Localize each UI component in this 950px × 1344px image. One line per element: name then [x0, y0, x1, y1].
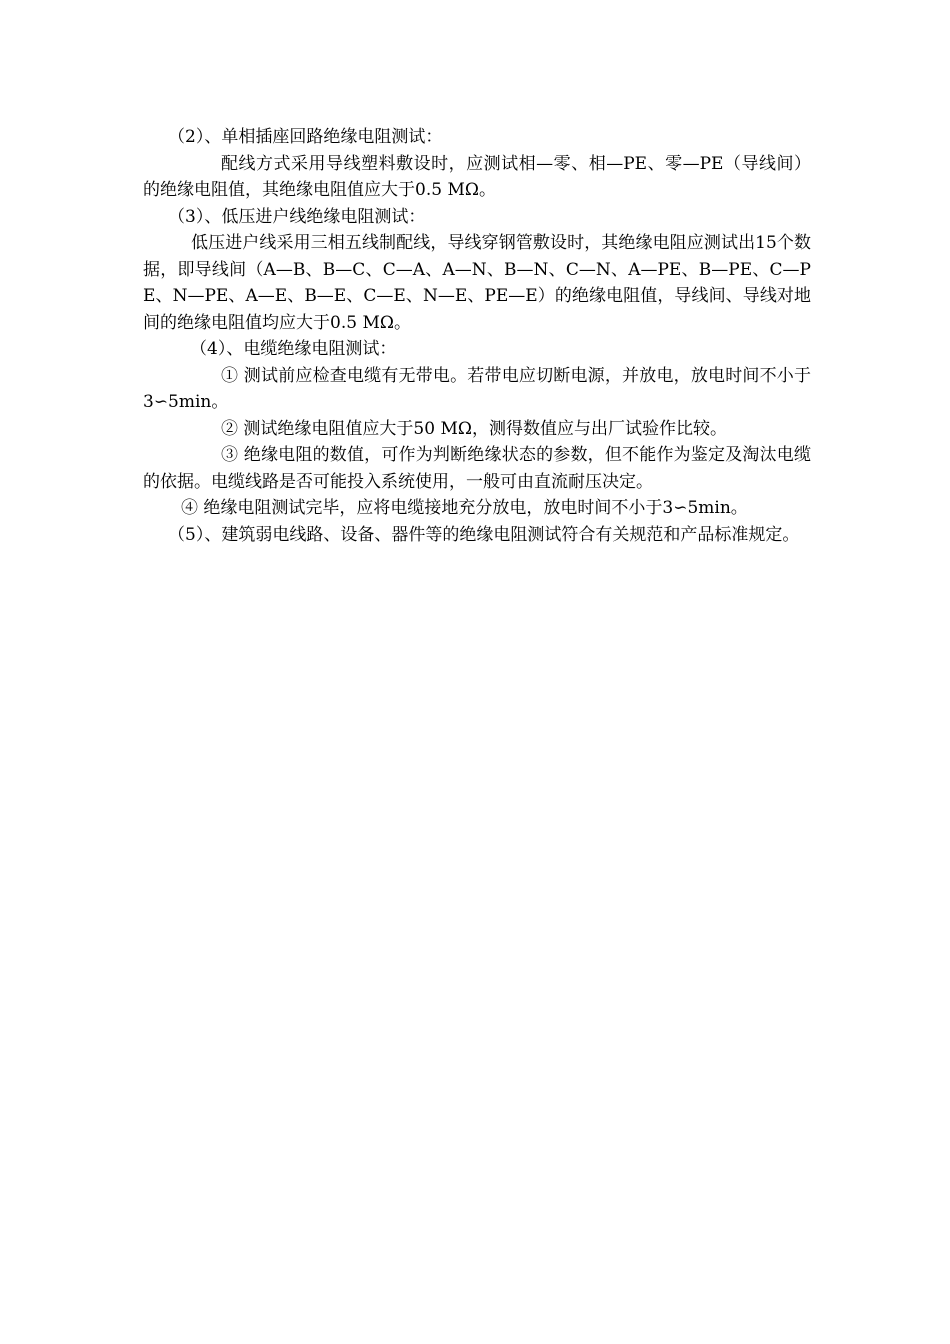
paragraph-cable-item-4: ④ 绝缘电阻测试完毕，应将电缆接地充分放电，放电时间不小于3∽5min。 — [181, 498, 748, 518]
heading-single-phase-socket: （2）、单相插座回路绝缘电阻测试： — [168, 127, 443, 147]
paragraph-cable-item-3: ③ 绝缘电阻的数值，可作为判断绝缘状态的参数，但不能作为鉴定及淘汰电缆的依据。电缆线路是否可能投入系统使用，一般可由直流耐压决定。 — [143, 445, 811, 492]
heading-low-voltage-incoming: （3）、低压进户线绝缘电阻测试： — [168, 206, 426, 227]
heading-weak-current: （5）、建筑弱电线路、设备、器件等的绝缘电阻测试符合有关规范和产品标准规定。 — [168, 524, 800, 545]
paragraph-cable-item-2: ② 测试绝缘电阻值应大于50 MΩ，测得数值应与出厂试验作比较。 — [221, 418, 727, 439]
paragraph-cable-item-1: ① 测试前应检查电缆有无带电。若带电应切断电源，并放电，放电时间不小于3∽5min。 — [143, 365, 811, 412]
heading-cable-insulation: （4）、电缆绝缘电阻测试： — [190, 339, 397, 359]
paragraph-incoming-line: 低压进户线采用三相五线制配线，导线穿钢管敷设时，其绝缘电阻应测试出15个数据，即导线间（A—B、B—C、C—A、A—N、B—N、C—N、A—PE、B—PE、C—PE、N—PE、A—E、B—E、C—E、N—E、PE—E）的绝缘电阻值，导线间、导线对地间的绝缘电阻值均应大于0.5 MΩ。 — [143, 233, 811, 333]
paragraph-socket-wiring: 配线方式采用导线塑料敷设时，应测试相—零、相—PE、零—PE（导线间）的绝缘电阻值，其绝缘电阻值应大于0.5 MΩ。 — [143, 153, 811, 200]
document-body — [143, 124, 811, 548]
